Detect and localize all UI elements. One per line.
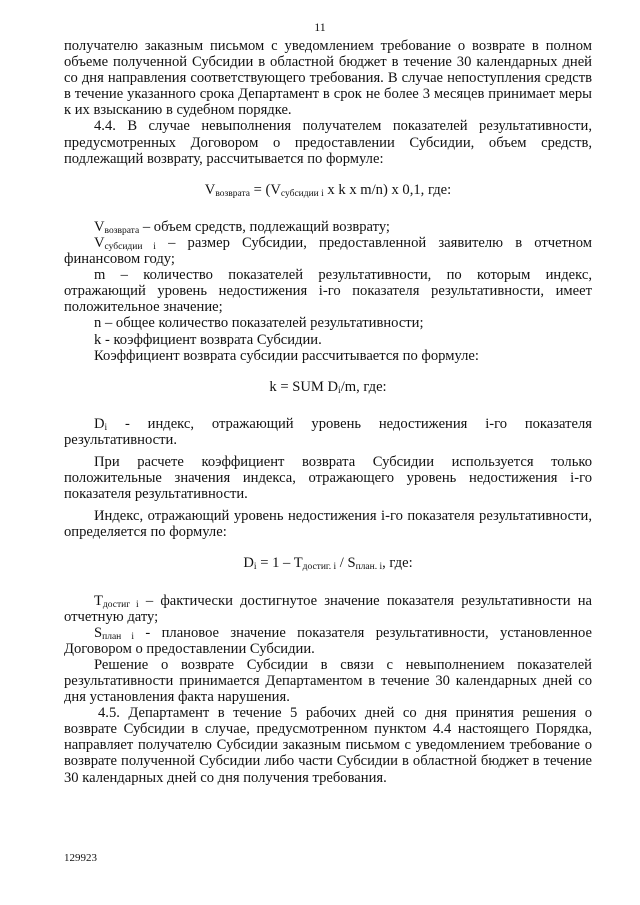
definition-v-subsidy: $V_{субсидии i}$ – размер Субсидии, предоставленной заявителю в отчетном финансовом году; (64, 234, 592, 268)
definition-k: k - коэффициент возврата Субсидии. (94, 331, 322, 348)
definition-di: $D_i$ - индекс, отражающий уровень недостижения i-го показателя результативности. (64, 415, 592, 448)
paragraph-decision: Решение о возврате Субсидии в связи с невыполнением показателей результативности принимается Департаментом в течение 30 календарных дней со дня установления факта нарушения. (64, 656, 592, 706)
document-body (64, 38, 592, 786)
paragraph-index: Индекс, отражающий уровень недостижения i-го показателя результативности, определяется по формуле: (64, 508, 592, 541)
paragraph-4-4: 4.4. В случае невыполнения получателем показателей результативности, предусмотренных Договором о предоставлении Субсидии, объем средств, подлежащий возврату, рассчитывается по формуле: (64, 118, 592, 167)
definition-v-return: $V_{возврата}$ – объем средств, подлежащий возврату; (94, 218, 390, 236)
paragraph-intro: получателю заказным письмом с уведомлением требование о возврате в полном объеме полученной Субсидии в областной бюджет в течение 30 календарных дней со дня направления соответствующего требования. В случае непоступления средств в течение указанного срока Департамент в срок не более 3 месяцев принимает меры к их взысканию в судебном порядке. (64, 38, 592, 119)
definition-s-plan: $S_{план i}$ - плановое значение показателя результативности, установленное Договором о предоставлении Субсидии. (64, 624, 592, 657)
footer-code: 129923 (64, 852, 97, 864)
formula-di: $D_i = 1 - T_{достиг. i} / S_{план. i}$, где: (243, 555, 413, 573)
definition-t-achieved: $T_{достиг i}$ – фактически достигнутое значение показателя результативности на отчетную дату; (64, 592, 592, 625)
formula-k: k = SUM $D_i/m$, где: (269, 378, 387, 396)
paragraph-4-5: 4.5. Департамент в течение 5 рабочих дней со дня принятия решения о возврате Субсидии в случае, предусмотренном пунктом 4.4 настоящего Порядка, направляет получателю Субсидии заказным письмом с уведомлением требование о возврате полученной Субсидии либо части Субсидии в областной бюджет в течение 30 календарных дней со дня получения требования. (64, 705, 592, 786)
definition-n: n – общее количество показателей результативности; (94, 315, 424, 332)
paragraph-calculation: При расчете коэффициент возврата Субсидии используется только положительные значения индекса, отражающего уровень недостижения i-го показателя результативности. (64, 453, 592, 503)
paragraph-coefficient: Коэффициент возврата субсидии рассчитывается по формуле: (94, 347, 479, 364)
page-number: 11 (314, 20, 326, 34)
formula-v-return: $V_{возврата} = (V_{субсидии i}$ x k x m/n) x 0,1, где: (204, 181, 452, 199)
definition-m: m – количество показателей результативности, по которым индекс, отражающий уровень недостижения i-го показателя результативности, имеет положительное значение; (64, 267, 592, 316)
